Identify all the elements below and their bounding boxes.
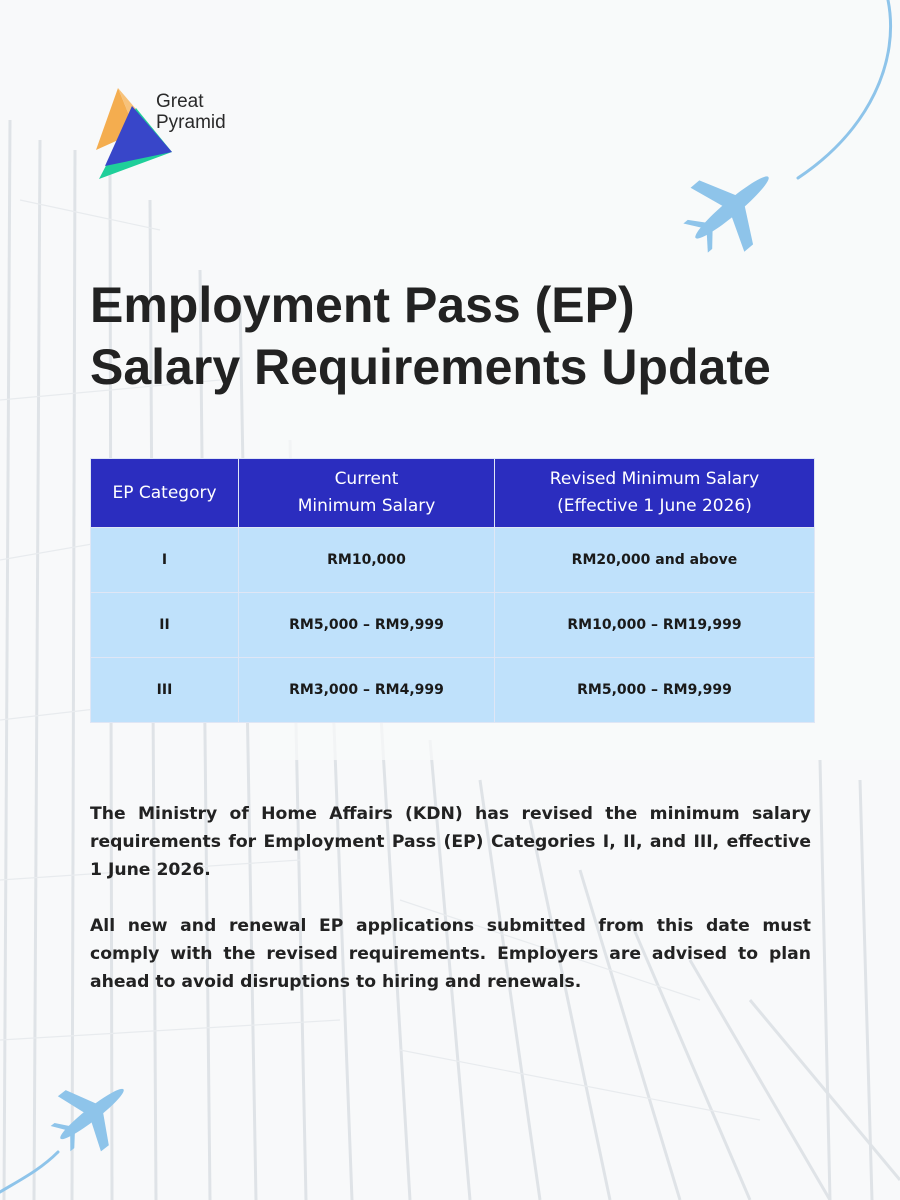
paragraph-2: All new and renewal EP applications submitted from this date must comply with the revised requirements. Employers are advised to plan ahead to avoid disruptions to hiring and renewals. [90, 916, 811, 992]
cell-current: RM5,000 – RM9,999 [239, 593, 495, 658]
title-line-2: Salary Requirements Update [90, 339, 771, 395]
cell-category: I [91, 528, 239, 593]
header-ep-category: EP Category [91, 459, 239, 528]
cell-revised: RM10,000 – RM19,999 [495, 593, 815, 658]
cell-revised: RM20,000 and above [495, 528, 815, 593]
title-line-1: Employment Pass (EP) [90, 277, 635, 333]
brand-name: Great Pyramid [156, 91, 226, 133]
header-current-salary: Current Minimum Salary [239, 459, 495, 528]
airplane-icon [672, 160, 792, 255]
airplane-icon [44, 1074, 140, 1154]
cell-category: II [91, 593, 239, 658]
cell-current: RM3,000 – RM4,999 [239, 658, 495, 723]
table-row [91, 593, 815, 658]
salary-table [90, 458, 815, 723]
table-row [91, 658, 815, 723]
cell-category: III [91, 658, 239, 723]
header-revised-salary: Revised Minimum Salary (Effective 1 June 2026) [495, 459, 815, 528]
page-title [90, 274, 850, 398]
cell-current: RM10,000 [239, 528, 495, 593]
announcement-body [90, 800, 811, 1024]
paragraph-1: The Ministry of Home Affairs (KDN) has revised the minimum salary requirements for Employment Pass (EP) Categories I, II, and III, effective 1 June 2026. [90, 804, 811, 880]
table-row [91, 528, 815, 593]
cell-revised: RM5,000 – RM9,999 [495, 658, 815, 723]
table-header-row [91, 459, 815, 528]
